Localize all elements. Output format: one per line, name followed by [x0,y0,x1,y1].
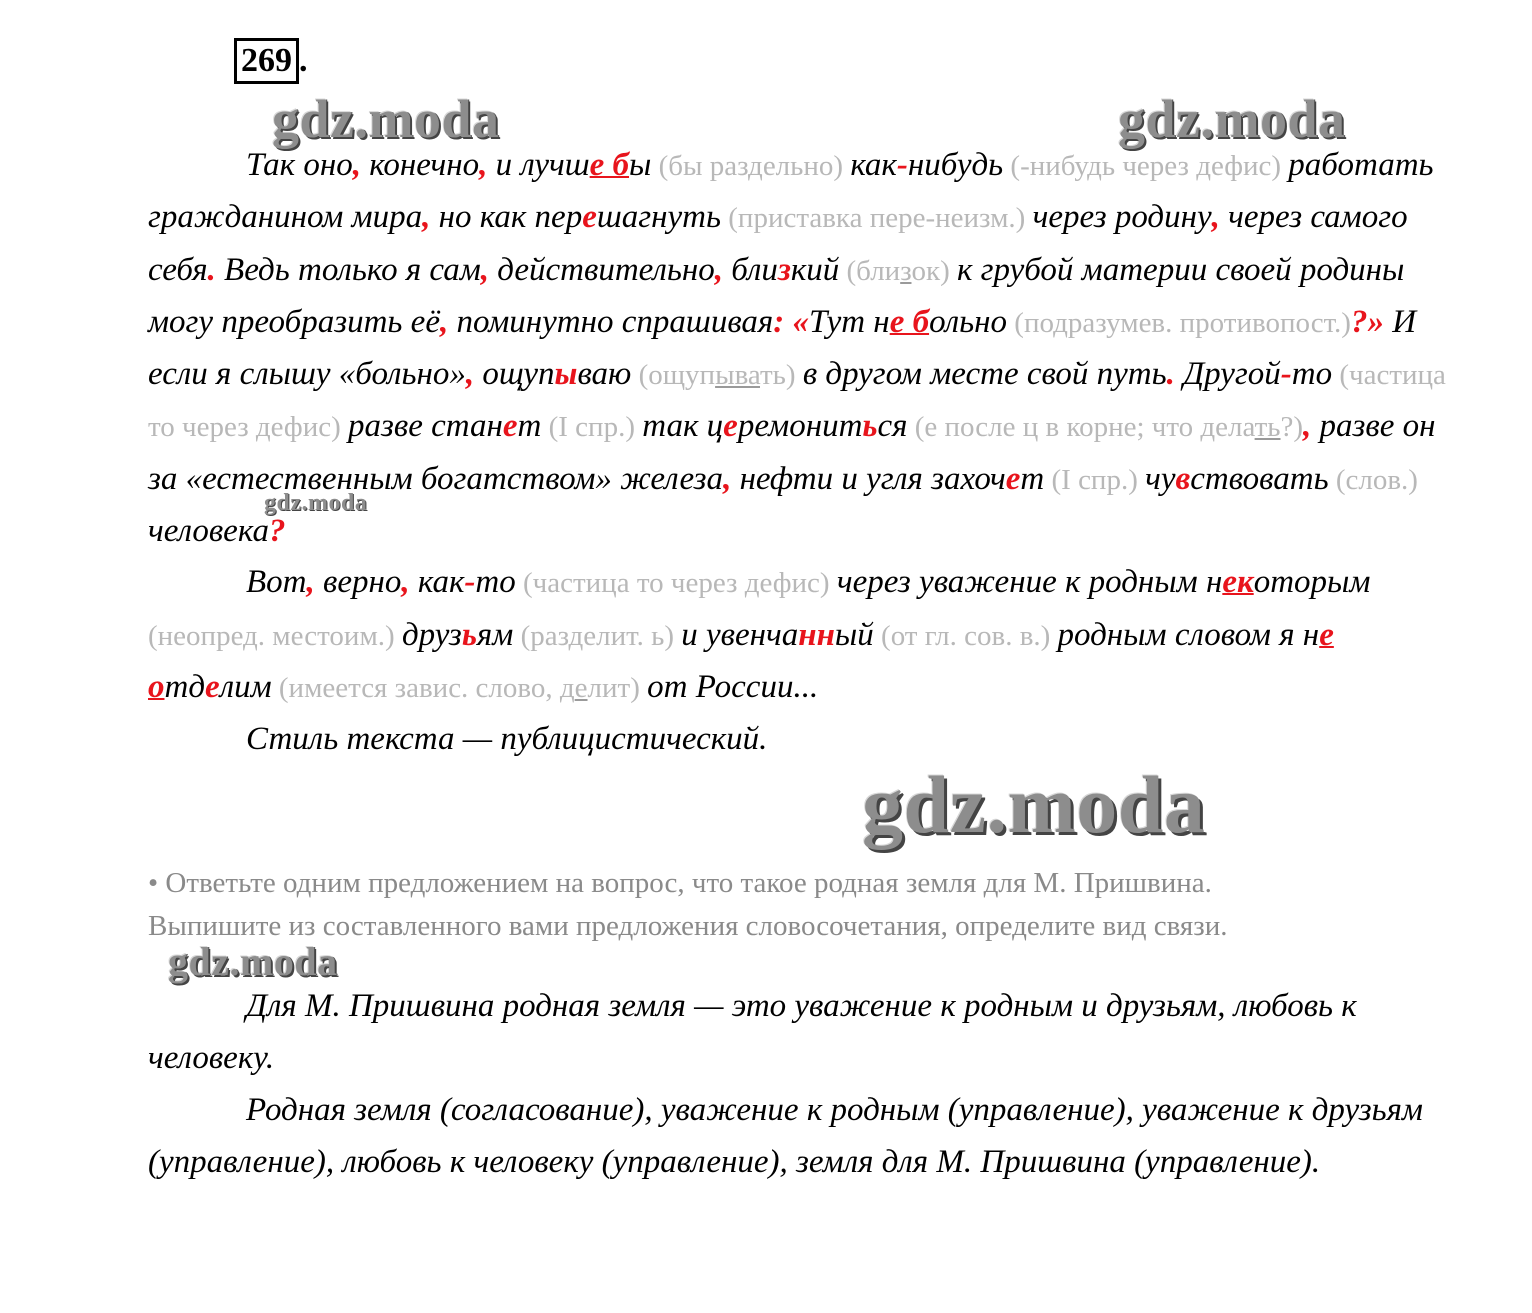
answer-paragraph-2: Родная земля (согласование), уважение к родным (управление), уважение к друзьям (управление), любовь к человеку (управление), земля для М. Пришвина (управление). [148,1092,1423,1180]
watermark-logo: gdz.moda [272,89,500,149]
question-line-1: • Ответьте одним предложением на вопрос, что такое родная земля для М. Пришвина. [148,867,1212,899]
main-text [148,140,1448,766]
question-line-2: Выпишите из составленного вами предложения словосочетания, определите вид связи. [148,910,1228,942]
watermark-logo: gdz.moda [264,490,368,516]
exercise-number-box: 269 [234,38,299,84]
main-paragraph-1: Так оно, конечно, и лучше бы (бы раздельно) как-нибудь (-нибудь через дефис) работать гражданином мира, но как перешагнуть (приставка пере-неизм.) через родину, через самого себя. Ведь только я сам, действительно, близкий (близок) к грубой материи своей родины могу преобразить её, поминутно спрашивая: «Тут не больно (подразумев. противопост.)?» И если я слышу «больно», ощупываю (ощупывать) в другом месте свой путь. Другой-то (частица то через дефис) разве станет (I спр.) так церемониться (е после ц в корне; что делать?), разве он за «естественным богатством» железа, нефти и угля захочет (I спр.) чувствовать (слов.) человека? [148,147,1446,550]
watermark-logo: gdz.moda [1118,89,1346,149]
text-style-line: Стиль текста — публицистический. [246,721,768,758]
question-block [148,862,1448,948]
watermark-logo: gdz.moda [862,759,1206,850]
answer-paragraph-1: Для М. Пришвина родная земля — это уважение к родным и друзьям, любовь к человеку. [148,988,1357,1076]
answer-block [148,980,1448,1188]
exercise-number-dot: . [299,42,308,79]
watermark-logo: gdz.moda [168,939,338,984]
main-paragraph-2: Вот, верно, как-то (частица то через дефис) через уважение к родным некоторым (неопред. местоим.) друзьям (разделит. ь) и увенчанный (от гл. сов. в.) родным словом я не отделим (имеется завис. слово, делит) от России... [148,564,1371,705]
exercise-number [234,38,308,84]
